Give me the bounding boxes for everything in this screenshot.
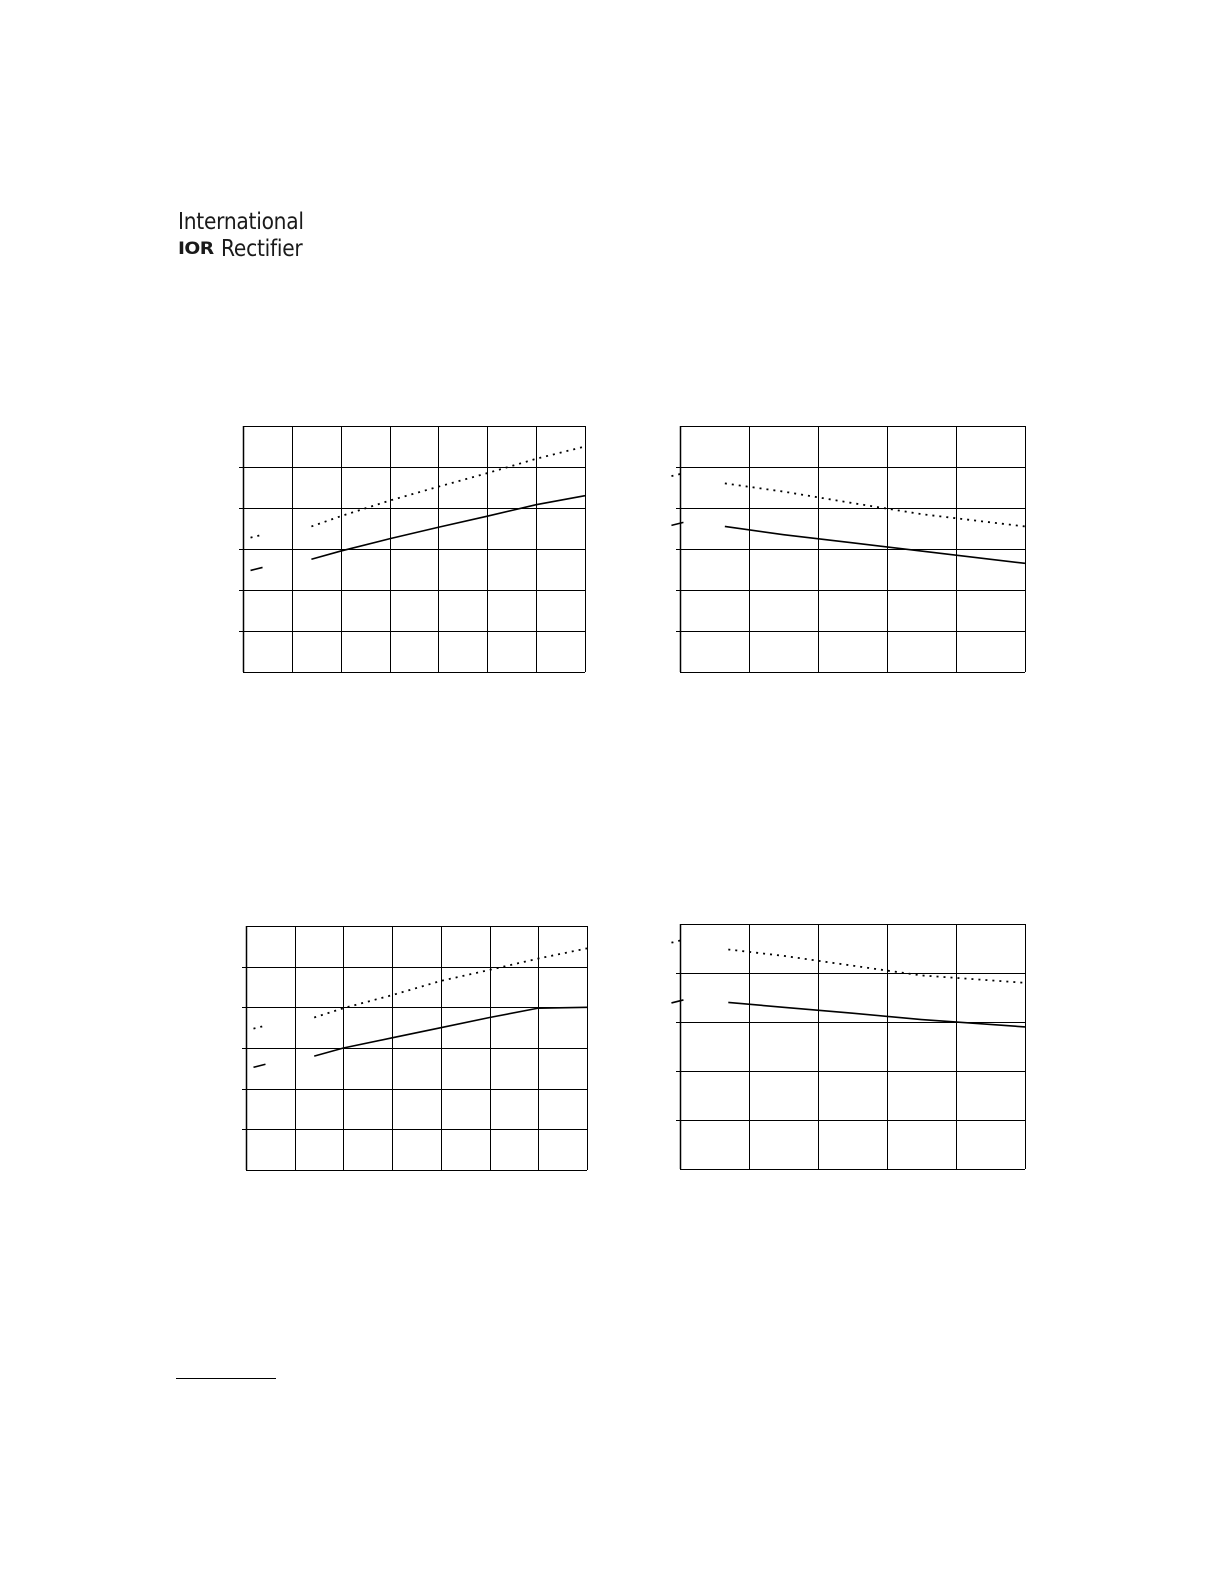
- series-lead-solid: [251, 567, 263, 570]
- series-lead-solid: [671, 1000, 683, 1003]
- series-lead-dashed: [671, 473, 683, 476]
- series-lead-dashed: [253, 1026, 265, 1029]
- ior-logo-mark: IOR: [178, 239, 214, 259]
- series-lead-dashed: [251, 535, 263, 538]
- chart-svg: [246, 926, 587, 1170]
- series-lead-dashed: [671, 940, 683, 943]
- series-lead-solid: [253, 1064, 265, 1067]
- series-line-solid: [725, 526, 1025, 563]
- company-logo: [178, 208, 318, 262]
- logo-word-rectifier: Rectifier: [221, 236, 303, 262]
- footnote-divider: [176, 1378, 276, 1379]
- chart-svg: [243, 426, 585, 672]
- chart-bottom-right: [680, 924, 1025, 1169]
- chart-top-right: [680, 426, 1025, 672]
- series-line-dashed: [311, 447, 585, 527]
- chart-top-left: [243, 426, 585, 672]
- chart-svg: [680, 426, 1025, 672]
- series-lead-solid: [671, 522, 683, 525]
- series-line-dashed: [725, 483, 1025, 526]
- logo-line-international: International: [178, 209, 304, 235]
- series-line-dashed: [728, 949, 1025, 982]
- series-line-solid: [728, 1002, 1025, 1027]
- chart-svg: [680, 924, 1025, 1169]
- chart-bottom-left: [246, 926, 587, 1170]
- logo-line-rectifier: [178, 236, 318, 262]
